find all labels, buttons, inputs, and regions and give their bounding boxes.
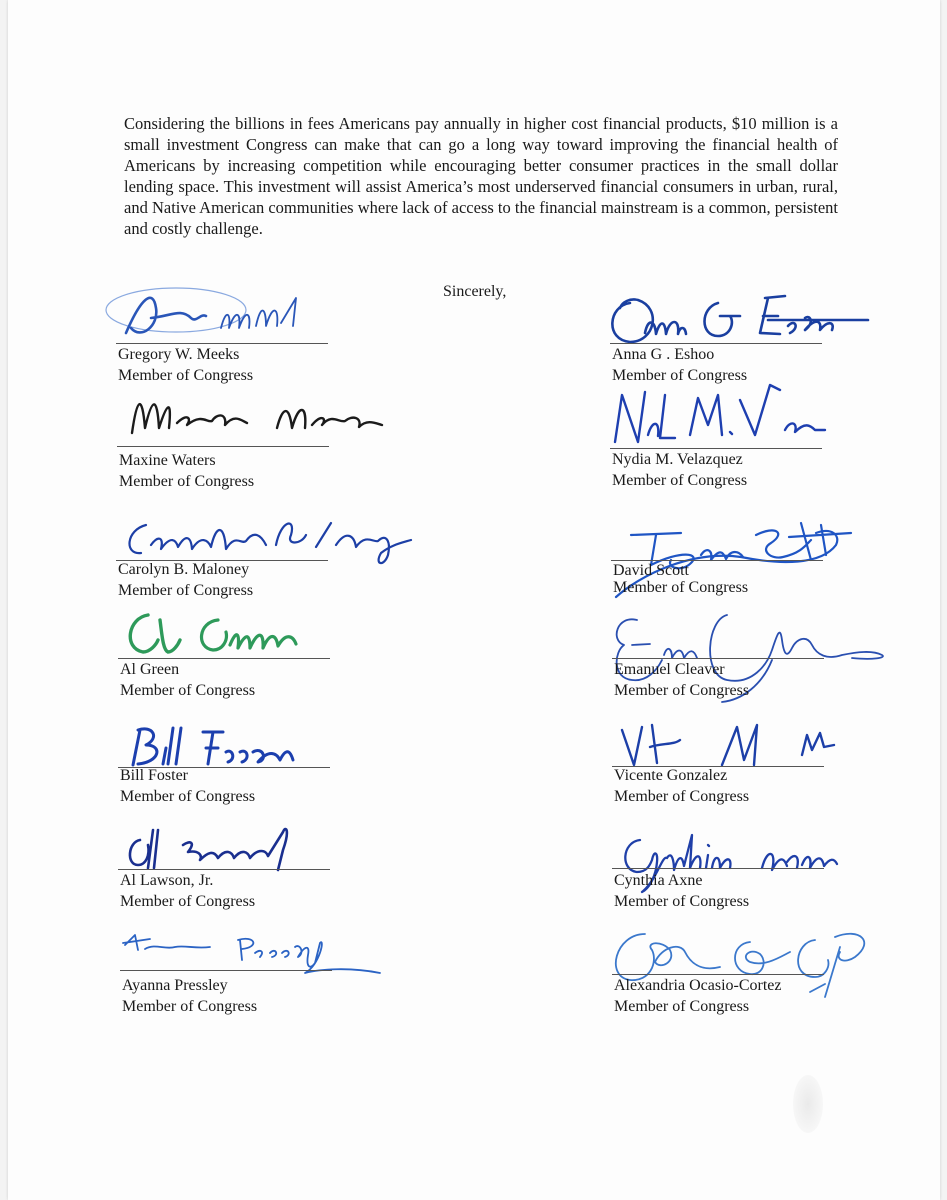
signatory-title: Member of Congress (120, 893, 256, 910)
signatory-name: Al Lawson, Jr. (120, 872, 214, 889)
signatory-name: Anna G . Eshoo (612, 346, 715, 363)
signatory-title: Member of Congress (118, 582, 254, 599)
letter-body: Considering the billions in fees Americans pay annually in higher cost financial products, $10 million is a small investment Congress can make that can go a long way toward improving the financial health of Americans by increasing competition while encouraging better consumer practices in the small dollar lending space. This investment will assist America’s most underserved financial consumers in urban, rural, and Native American communities where lack of access to the financial mainstream is a common, persistent and costly challenge. (124, 114, 838, 238)
signatory-title: Member of Congress (612, 472, 748, 489)
signatory-title: Member of Congress (614, 893, 750, 910)
signatory-title: Member of Congress (613, 579, 749, 596)
handwritten-signature (118, 720, 318, 770)
handwritten-signature (118, 820, 338, 875)
signatory-title: Member of Congress (122, 998, 258, 1015)
signatory-title: Member of Congress (612, 367, 748, 384)
signatory-name: Alexandria Ocasio-Cortez (614, 977, 782, 994)
signatory-title: Member of Congress (120, 682, 256, 699)
signatory-title: Member of Congress (119, 473, 255, 490)
letter-page (8, 0, 940, 1200)
signatory-name: Bill Foster (120, 767, 189, 784)
paper-smudge (793, 1075, 823, 1133)
signatory-title: Member of Congress (614, 998, 750, 1015)
handwritten-signature (612, 715, 852, 770)
handwritten-signature (118, 600, 318, 662)
signatory-title: Member of Congress (120, 788, 256, 805)
signatory-name: Vicente Gonzalez (614, 767, 728, 784)
signatory-title: Member of Congress (118, 367, 254, 384)
handwritten-signature (101, 278, 321, 348)
signatory-name: David Scott (613, 562, 689, 579)
signatory-name: Al Green (120, 661, 180, 678)
signatory-title: Member of Congress (614, 788, 750, 805)
signatory-name: Gregory W. Meeks (118, 346, 240, 363)
signatory-name: Emanuel Cleaver (614, 661, 725, 678)
handwritten-signature (120, 925, 390, 980)
signatory-title: Member of Congress (614, 682, 750, 699)
letter-closing: Sincerely, (443, 283, 507, 300)
handwritten-signature (117, 383, 397, 448)
signatory-name: Ayanna Pressley (122, 977, 228, 994)
signatory-name: Maxine Waters (119, 452, 216, 469)
signatory-name: Nydia M. Velazquez (612, 451, 743, 468)
signatory-name: Carolyn B. Maloney (118, 561, 250, 578)
signatory-name: Cynthia Axne (614, 872, 703, 889)
handwritten-signature (610, 380, 830, 450)
handwritten-signature (600, 278, 870, 348)
